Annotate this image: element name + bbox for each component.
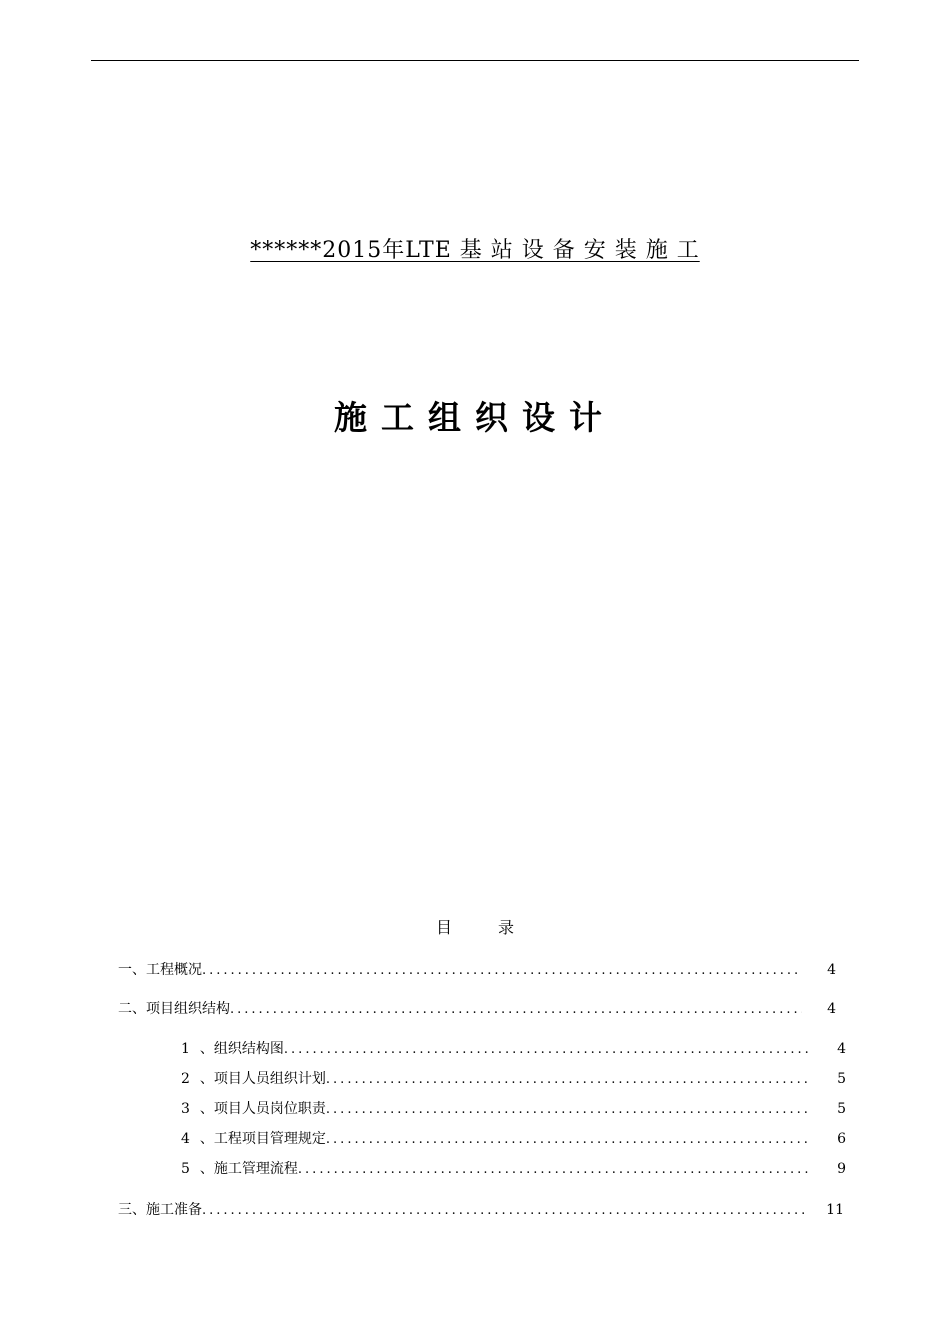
toc-entry-label: 一、工程概况 bbox=[118, 962, 202, 978]
toc-subentry-1[interactable] bbox=[181, 1039, 846, 1060]
toc-entry-label: 、工程项目管理规定 bbox=[199, 1131, 326, 1147]
toc-leader-dots bbox=[284, 1040, 812, 1060]
toc-entry-2[interactable] bbox=[118, 999, 836, 1020]
document-title: 施工组织设计 bbox=[334, 398, 616, 437]
toc-entry-number: 5 bbox=[181, 1161, 190, 1177]
toc-entry-number: 1 bbox=[181, 1041, 190, 1057]
toc-leader-dots bbox=[202, 1201, 808, 1221]
toc-entry-label: 、项目人员岗位职责 bbox=[199, 1101, 326, 1117]
toc-entry-page: 5 bbox=[837, 1071, 846, 1087]
toc-entry-label: 、施工管理流程 bbox=[199, 1161, 298, 1177]
toc-subentry-2[interactable] bbox=[181, 1069, 846, 1090]
toc-entry-number: 4 bbox=[181, 1131, 190, 1147]
header-rule bbox=[91, 60, 859, 61]
project-title bbox=[0, 236, 950, 266]
toc-leader-dots bbox=[230, 1000, 802, 1020]
toc-entry-page: 4 bbox=[827, 962, 836, 978]
toc-entry-label: 、项目人员组织计划 bbox=[199, 1071, 326, 1087]
toc-leader-dots bbox=[298, 1160, 812, 1180]
toc-entry-1[interactable] bbox=[118, 960, 836, 981]
toc-leader-dots bbox=[326, 1130, 812, 1150]
toc-entry-label: 、组织结构图 bbox=[199, 1041, 284, 1057]
toc-heading: 目录 bbox=[435, 918, 560, 937]
toc-entry-3[interactable] bbox=[118, 1200, 844, 1221]
toc-leader-dots bbox=[326, 1070, 812, 1090]
toc-entry-page: 9 bbox=[837, 1161, 846, 1177]
toc-entry-label: 三、施工准备 bbox=[118, 1202, 202, 1218]
toc-subentry-5[interactable] bbox=[181, 1159, 846, 1180]
toc-subentry-4[interactable] bbox=[181, 1129, 846, 1150]
project-title-text: ******2015年LTE 基 站 设 备 安 装 施 工 bbox=[250, 238, 700, 263]
toc-entry-page: 5 bbox=[837, 1101, 846, 1117]
toc-leader-dots bbox=[326, 1100, 812, 1120]
toc-entry-page: 11 bbox=[826, 1202, 844, 1218]
toc-entry-label: 二、项目组织结构 bbox=[118, 1001, 230, 1017]
toc-entry-page: 4 bbox=[827, 1001, 836, 1017]
toc-entry-number: 2 bbox=[181, 1071, 190, 1087]
toc-entry-number: 3 bbox=[181, 1101, 190, 1117]
toc-entry-page: 6 bbox=[837, 1131, 846, 1147]
toc-entry-page: 4 bbox=[837, 1041, 846, 1057]
toc-leader-dots bbox=[202, 961, 802, 981]
toc-subentry-3[interactable] bbox=[181, 1099, 846, 1120]
